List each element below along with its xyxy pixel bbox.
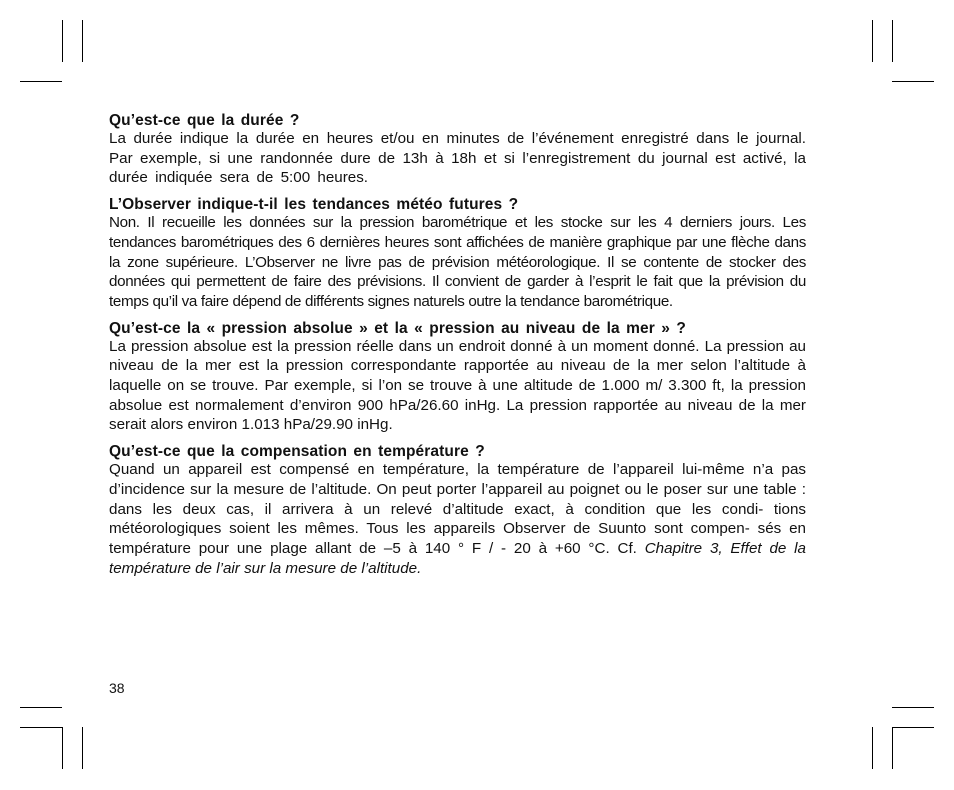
crop-mark [62,20,63,62]
faq-section-weather-trends [109,196,806,312]
page-content [109,112,806,586]
section-heading: Qu’est-ce que la compensation en température ? [109,443,485,461]
chapter-reference: Chapitre 3, Effet de la température de l’air sur la mesure de l’altitude. [109,539,806,577]
crop-mark [20,81,62,82]
section-body-text: Quand un appareil est compensé en température, la température de l’appareil lui-même n’a pas d’incidence sur la mesure de l’altitude. On peut porter l’appareil au poignet ou le poser sur une table : dans les deux cas, il arrivera à un relevé d’altitude exact, à condition que les condi- tions météorologiques soient les mêmes. Tous les appareils Observer de Suunto sont compen- sés en température pour une plage allant de –5 à 140 ° F / - 20 à +60 °C. Cf. [109,461,806,557]
crop-mark [20,707,62,708]
crop-mark [892,727,934,728]
faq-section-pressure [109,320,806,436]
page-number: 38 [109,680,125,696]
faq-section-temperature-compensation [109,443,806,578]
section-body: Non. Il recueille les données sur la pression barométrique et les stocke sur les 4 derniers jours. Les tendances barométriques des 6 dernières heures sont affichées de manière graphique par une flèche dans la zone supérieure. L’Observer ne livre pas de prévision météorologique. Il se contente de stocker des données qui permettent de faire des prévisions. Il convient de garder à l’esprit le fait que la prévision du temps qu’il va faire dépend de différents signes naturels outre la tendance barométrique. [109,214,806,310]
crop-mark [872,727,873,769]
section-heading: Qu’est-ce la « pression absolue » et la « pression au niveau de la mer » ? [109,319,686,337]
crop-mark [892,727,893,769]
crop-mark [20,727,62,728]
section-body: La durée indique la durée en heures et/ou en minutes de l’événement enregistré dans le journal. Par exemple, si une randonnée dure de 13h à 18h et si l’enregistrement du journal est activé, la durée indiquée sera de 5:00 heures. [109,130,806,187]
section-body [109,460,806,578]
section-heading: L’Observer indique-t-il les tendances météo futures ? [109,196,519,214]
crop-mark [892,81,934,82]
section-heading: Qu’est-ce que la durée ? [109,112,300,129]
crop-mark [892,707,934,708]
section-body: La pression absolue est la pression réelle dans un endroit donné à un moment donné. La pression au niveau de la mer est la pression correspondante rapportée au niveau de la mer selon l’altitude à laquelle on se trouve. Par exemple, si l’on se trouve à une altitude de 1.000 m/ 3.300 ft, la pression absolue est normalement d’environ 900 hPa/26.60 inHg. La pression rapportée au niveau de la mer serait alors environ 1.013 hPa/29.90 inHg. [109,337,806,434]
crop-mark [82,727,83,769]
crop-mark [892,20,893,62]
crop-mark [62,727,63,769]
faq-section-duration [109,112,806,188]
crop-mark [872,20,873,62]
crop-mark [82,20,83,62]
